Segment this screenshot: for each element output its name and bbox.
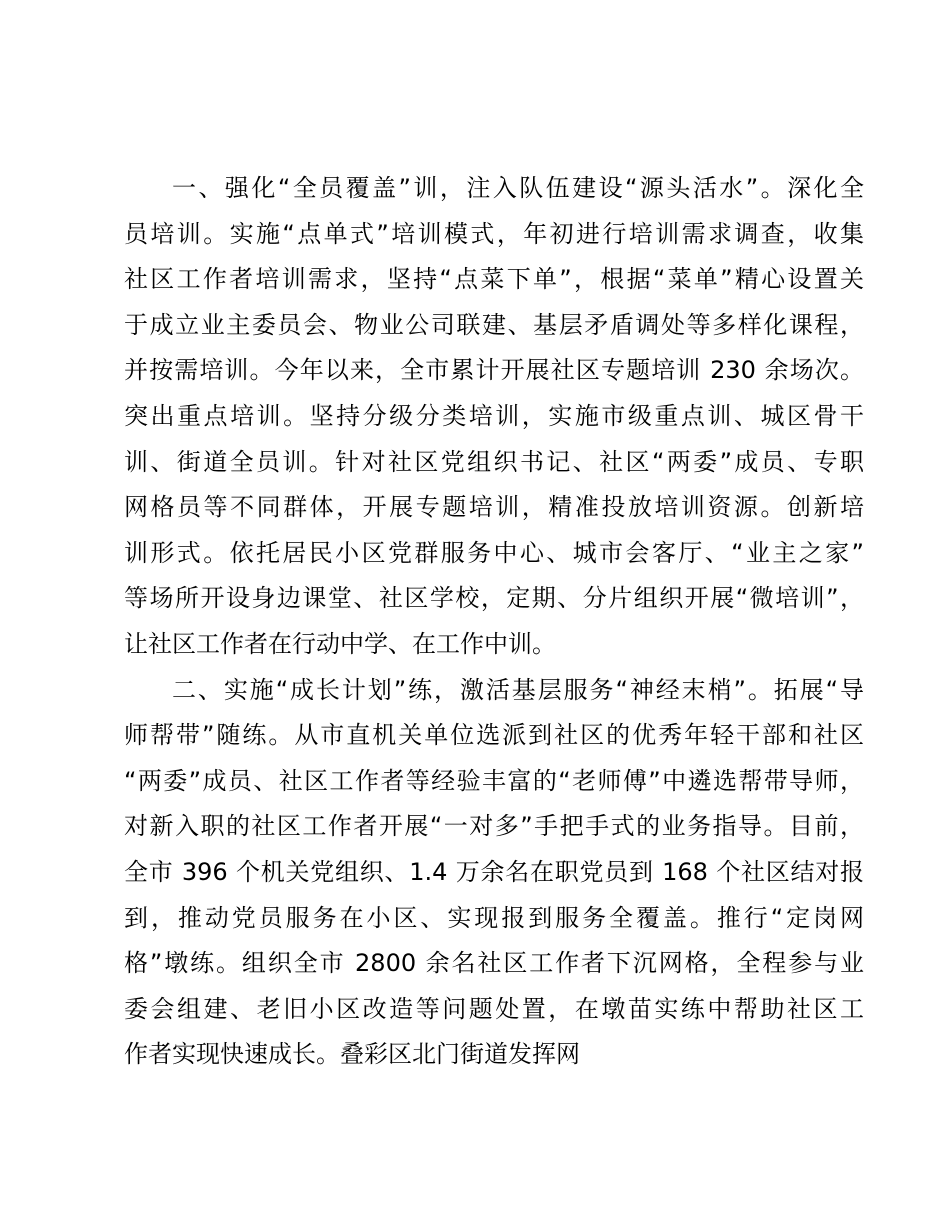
paragraph-line: 训形式。依托居民小区党群服务中心、城市会客厅、“业主之家” (124, 538, 864, 567)
paragraph-line: 到，推动党员服务在小区、实现报到服务全覆盖。推行“定岗网 (124, 903, 864, 932)
paragraph-line: 对新入职的社区工作者开展“一对多”手把手式的业务指导。目前， (124, 812, 864, 841)
paragraph-line: 格”墩练。组织全市 2800 余名社区工作者下沉网格，全程参与业 (124, 949, 864, 978)
paragraph-2 (124, 668, 864, 1078)
paragraph-line: 于成立业主委员会、物业公司联建、基层矛盾调处等多样化课程， (124, 310, 864, 339)
paragraph-line: 委会组建、老旧小区改造等问题处置，在墩苗实练中帮助社区工 (124, 994, 864, 1023)
paragraph-1 (124, 166, 864, 668)
paragraph-line: 二、实施“成长计划”练，激活基层服务“神经末梢”。拓展“导 (172, 675, 864, 704)
paragraph-line: 让社区工作者在行动中学、在工作中训。 (124, 629, 556, 658)
paragraph-line: 全市 396 个机关党组织、1.4 万余名在职党员到 168 个社区结对报 (124, 857, 864, 886)
paragraph-line: 员培训。实施“点单式”培训模式，年初进行培训需求调查，收集 (124, 219, 864, 248)
paragraph-line: 训、街道全员训。针对社区党组织书记、社区“两委”成员、专职 (124, 447, 864, 476)
paragraph-line: 社区工作者培训需求，坚持“点菜下单”，根据“菜单”精心设置关 (124, 265, 864, 294)
paragraph-line: 师帮带”随练。从市直机关单位选派到社区的优秀年轻干部和社区 (124, 721, 864, 750)
paragraph-line: 作者实现快速成长。叠彩区北门街道发挥网 (124, 1040, 580, 1069)
paragraph-line: “两委”成员、社区工作者等经验丰富的“老师傅”中遴选帮带导师， (124, 766, 864, 795)
paragraph-line: 并按需培训。今年以来，全市累计开展社区专题培训 230 余场次。 (124, 356, 864, 385)
paragraph-line: 突出重点培训。坚持分级分类培训，实施市级重点训、城区骨干 (124, 401, 864, 430)
paragraph-line: 一、强化“全员覆盖”训，注入队伍建设“源头活水”。深化全 (172, 174, 864, 202)
paragraph-line: 等场所开设身边课堂、社区学校，定期、分片组织开展“微培训”， (124, 584, 864, 613)
document-body (124, 166, 864, 1078)
paragraph-line: 网格员等不同群体，开展专题培训，精准投放培训资源。创新培 (124, 493, 864, 522)
